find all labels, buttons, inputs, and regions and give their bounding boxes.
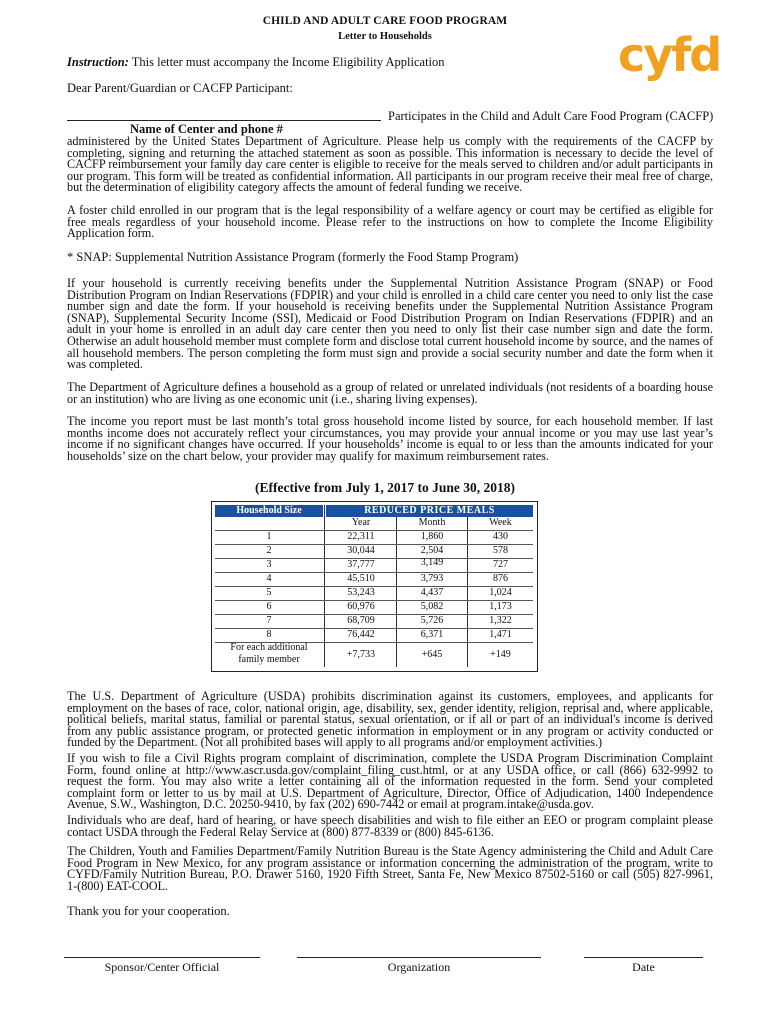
month-7: 5,726	[420, 615, 444, 626]
household-size-7: 7	[266, 615, 272, 626]
additional-month: +645	[421, 649, 443, 660]
instruction-text: This letter must accompany the Income Eligibility Application	[128, 55, 445, 69]
thank-you-line: Thank you for your cooperation.	[67, 904, 230, 918]
organization-signature-label: Organization	[387, 960, 451, 974]
reduced-price-header: REDUCED PRICE MEALS	[326, 505, 533, 517]
household-size-4: 4	[266, 573, 272, 584]
paragraph-income-report: The income you report must be last month’s total gross household income listed by source, for each household member. If last months income does not accurately reflect your circumstances, you may provide your annual income or you may use last year’s income if no significant changes have occurred. If your households’ income is equal to or less than the amounts indicated for your households’ size on the chart below, your provider may qualify for maximum reimbursement rates.	[67, 414, 713, 463]
year-1: 22,311	[347, 531, 375, 542]
col-week-label: Week	[489, 517, 512, 528]
year-5: 53,243	[347, 587, 375, 598]
official-signature-line	[64, 957, 260, 958]
household-size-header: Household Size	[215, 505, 323, 517]
organization-signature-line	[297, 957, 541, 958]
col-month-label: Month	[418, 517, 446, 528]
household-size-3: 3	[266, 559, 272, 570]
effective-dates-heading: (Effective from July 1, 2017 to June 30, 2018)	[255, 480, 515, 495]
paragraph-snap-note: * SNAP: Supplemental Nutrition Assistance Program (formerly the Food Stamp Program)	[67, 250, 519, 264]
cyfd-logo: cyfd	[618, 28, 721, 82]
additional-year: +7,733	[346, 649, 376, 660]
date-signature-label: Date	[632, 960, 655, 974]
week-1: 430	[493, 531, 508, 542]
week-7: 1,322	[489, 615, 512, 626]
month-4: 3,793	[420, 573, 444, 584]
month-1: 1,860	[420, 531, 444, 542]
month-6: 5,082	[420, 601, 444, 612]
additional-week: +149	[490, 649, 511, 660]
additional-label-line2: family member	[238, 654, 300, 665]
week-4: 876	[493, 573, 508, 584]
paragraph-civil-rights-complaint: If you wish to file a Civil Rights program complaint of discrimination, complete the USDA Program Discrimination Complaint Form, found online at http://www.ascr.usda.gov/complaint_filing_cust.html, or at any USDA office, or call (866) 632-9992 to request the form. You may also write a letter containing all of the information requested in the form. Send your completed complaint form or letter to us by mail at U.S. Department of Agriculture, Director, Office of Adjudication, 1400 Independence Avenue, S.W., Washington, D.C. 20250-9410, by fax (202) 690-7442 or email at program.intake@usda.gov.	[67, 751, 713, 812]
col-year-label: Year	[351, 517, 371, 528]
week-5: 1,024	[489, 587, 512, 598]
participates-text: Participates in the Child and Adult Care Food Program (CACFP)	[388, 109, 714, 123]
paragraph-nondiscrimination: The U.S. Department of Agriculture (USDA) prohibits discrimination against its customers, employees, and applicants for employment on the bases of race, color, national origin, age, disability, sex, gender identity, religion, reprisal and, where applicable, political beliefs, marital status, familial or parental status, sexual orientation, or if all or part of an individual's income is derived from any public assistance program, or protected genetic information in employment or in any program or activity conducted or funded by the Department. (Not all prohibited bases will apply to all programs and/or employment activities.)	[67, 689, 713, 750]
household-size-6: 6	[266, 601, 272, 612]
year-3: 37,777	[347, 559, 375, 570]
month-5: 4,437	[420, 587, 444, 598]
week-6: 1,173	[489, 601, 512, 612]
week-3: 727	[493, 559, 508, 570]
paragraph-state-agency: The Children, Youth and Families Department/Family Nutrition Bureau is the State Agency administering the Child and Adult Care Food Program in New Mexico, for any program assistance or information concerning the administration of the program, write to CYFD/Family Nutrition Bureau, P.O. Drawer 5160, 1920 Fifth Street, Santa Fe, New Mexico 87502-5160 or call (505) 827-9961, 1-(800) EAT-COOL.	[67, 844, 713, 893]
year-6: 60,976	[347, 601, 375, 612]
paragraph-foster-child: A foster child enrolled in our program that is the legal responsibility of a welfare agency or court may be certified as eligible for free meals regardless of your household income. Please refer to the instructions on how to complete the Income Eligibility Application form.	[67, 203, 713, 241]
year-7: 68,709	[347, 615, 375, 626]
month-8: 6,371	[420, 629, 444, 640]
additional-member-label	[215, 642, 323, 666]
household-size-5: 5	[266, 587, 272, 598]
year-4: 45,510	[347, 573, 375, 584]
year-2: 30,044	[347, 545, 375, 556]
instruction-label: Instruction:	[67, 55, 129, 69]
additional-label-line1: For each additional	[230, 642, 308, 653]
year-8: 76,442	[347, 629, 375, 640]
paragraph-snap-benefits: If your household is currently receiving benefits under the Supplemental Nutrition Assistance Program (SNAP) or Food Distribution Program on Indian Reservations (FDPIR) and your child is enrolled in a child care center you need to only list the case number sign and date the form. If your household is receiving benefits under the Supplemental Nutrition Assistance Program (SNAP), Supplemental Security Income (SSI), Medicaid or Food Distribution Program on Indian Reservations (FDPIR) and an adult in your home is enrolled in an adult day care center then you need to only list their case number sign and date the form. Otherwise an adult household member must complete form and disclose total current household income by source, and the names of all household members. The person completing the form must sign and provide a social security number and date the form when it was completed.	[67, 276, 713, 372]
instruction-line	[67, 57, 713, 69]
name-center-label: Name of Center and phone #	[130, 122, 283, 136]
document-title: CHILD AND ADULT CARE FOOD PROGRAM	[262, 15, 508, 27]
paragraph-relay-service: Individuals who are deaf, hard of hearing, or have speech disabilities and wish to file either an EEO or program complaint please contact USDA through the Federal Relay Service at (800) 877-8339 or (800) 845-6136.	[67, 813, 713, 839]
document-subtitle: Letter to Households	[338, 31, 432, 42]
week-2: 578	[493, 545, 508, 556]
month-2: 2,504	[420, 545, 444, 556]
greeting: Dear Parent/Guardian or CACFP Participant:	[67, 81, 293, 95]
week-8: 1,471	[489, 629, 512, 640]
paragraph-household-definition: The Department of Agriculture defines a household as a group of related or unrelated individuals (not residents of a boarding house or an institution) who are living as one economic unit (i.e., sharing living expenses).	[67, 380, 713, 406]
date-signature-line	[584, 957, 703, 958]
center-name-blank-line	[67, 120, 381, 121]
household-size-2: 2	[266, 545, 272, 556]
household-size-1: 1	[266, 531, 272, 542]
official-signature-label: Sponsor/Center Official	[104, 960, 220, 974]
month-3: 3,149	[420, 557, 444, 568]
paragraph-administered: administered by the United States Department of Agriculture. Please help us comply with the requirements of the CACFP by completing, signing and returning the attached statement as soon as possible. This information is necessary to decide the level of CACFP reimbursement your family day care center is eligible to receive for the meals served to children and/or adult participants in our program. This form will be treated as confidential information. All participants in our program receive their meal free of charge, but the determination of eligibility category affects the amount of federal funding we receive.	[67, 134, 713, 195]
household-size-8: 8	[266, 629, 272, 640]
